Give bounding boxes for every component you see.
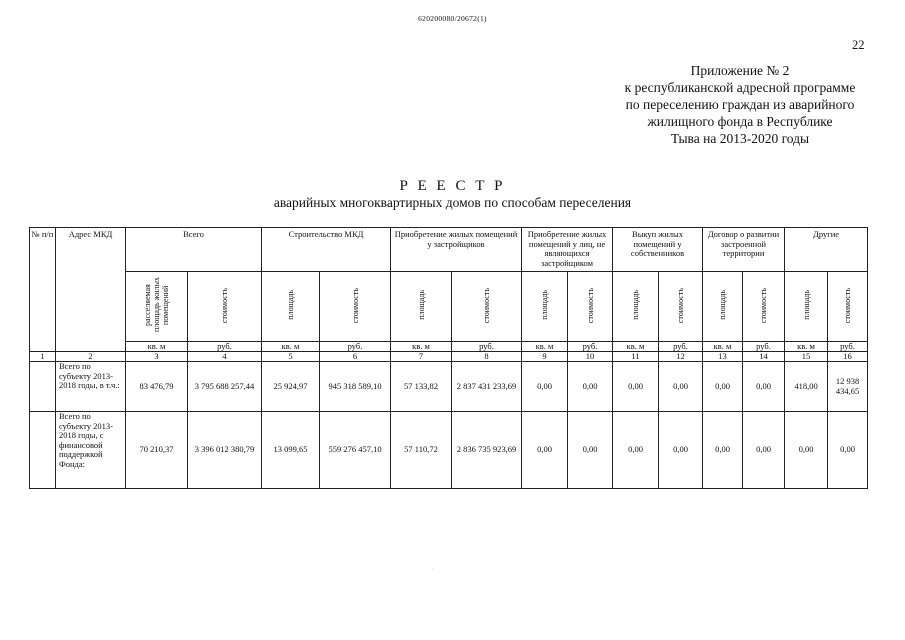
subheader-cost <box>320 272 391 342</box>
subheader-label: стоимость <box>350 287 360 323</box>
unit-cell: руб. <box>568 342 613 352</box>
cell-value: 0,00 <box>743 362 785 412</box>
subheader-label: площадь <box>416 290 426 321</box>
subheader-cost <box>188 272 262 342</box>
subheader-label: площадь <box>718 290 728 321</box>
column-number: 4 <box>188 352 262 362</box>
cell-value: 0,00 <box>568 362 613 412</box>
column-number: 5 <box>262 352 320 362</box>
header-group-developers: Приобретение жилых помещений у застройщиков <box>391 228 522 272</box>
header-row-subcolumns <box>30 272 868 342</box>
unit-cell: кв. м <box>613 342 659 352</box>
subheader-label: стоимость <box>585 287 595 323</box>
unit-cell: руб. <box>452 342 522 352</box>
subheader-label: стоимость <box>676 287 686 323</box>
column-number: 7 <box>391 352 452 362</box>
subheader-area <box>785 272 828 342</box>
cell-value: 2 837 431 233,69 <box>452 362 522 412</box>
unit-cell: руб. <box>320 342 391 352</box>
appendix-line: по переселению граждан из аварийного <box>625 97 855 112</box>
subheader-label: площадь <box>631 290 641 321</box>
header-group-total: Всего <box>126 228 262 272</box>
subheader-cost <box>568 272 613 342</box>
scan-speck: · <box>432 567 434 573</box>
column-number: 13 <box>703 352 743 362</box>
unit-cell: кв. м <box>785 342 828 352</box>
column-number: 11 <box>613 352 659 362</box>
unit-cell: руб. <box>188 342 262 352</box>
appendix-line: Тыва на 2013-2020 годы <box>670 131 810 146</box>
cell-value: 0,00 <box>613 362 659 412</box>
table-row <box>30 412 868 489</box>
page-number: 22 <box>852 38 865 52</box>
cell-value: 70 210,37 <box>126 412 188 489</box>
cell-value: 559 276 457,10 <box>320 412 391 489</box>
subheader-label: стоимость <box>220 287 229 323</box>
subheader-cost <box>828 272 868 342</box>
unit-cell: руб. <box>828 342 868 352</box>
subheader-label: площадь <box>286 290 295 321</box>
header-group-construction: Строительство МКД <box>262 228 391 272</box>
cell-value: 0,00 <box>828 412 868 489</box>
subheader-area <box>613 272 659 342</box>
cell-value: 12 938 434,65 <box>828 362 868 412</box>
column-number: 14 <box>743 352 785 362</box>
column-number: 2 <box>56 352 126 362</box>
column-number: 12 <box>659 352 703 362</box>
header-row-units <box>30 342 868 352</box>
header-group-development-contract: Договор о развитии застроенной территории <box>703 228 785 272</box>
cell-value: 3 795 688 257,44 <box>188 362 262 412</box>
cell-value: 0,00 <box>785 412 828 489</box>
subheader-area <box>703 272 743 342</box>
appendix-line: жилищного фонда в Республике <box>647 114 833 129</box>
table-row <box>30 362 868 412</box>
cell-value: 57 133,82 <box>391 362 452 412</box>
subheader-area <box>262 272 320 342</box>
row-address: Всего по субъекту 2013-2018 годы, с финансовой поддержкой Фонда: <box>56 412 126 489</box>
appendix-heading <box>590 62 890 147</box>
cell-value: 2 836 735 923,69 <box>452 412 522 489</box>
column-number-row <box>30 352 868 362</box>
subheader-label: площадь <box>801 290 811 321</box>
subheader-label: расселяемая площадь жилых помещений <box>143 277 170 333</box>
document-title: Р Е Е С Т Р <box>399 178 506 194</box>
unit-cell: кв. м <box>522 342 568 352</box>
document-subtitle: аварийных многоквартирных домов по способам переселения <box>273 195 632 210</box>
cell-value: 13 099,65 <box>262 412 320 489</box>
column-number: 3 <box>126 352 188 362</box>
registry-table <box>29 227 868 489</box>
unit-cell: кв. м <box>262 342 320 352</box>
row-no <box>30 412 56 489</box>
subheader-label: стоимость <box>843 287 853 323</box>
subheader-cost <box>743 272 785 342</box>
cell-value: 0,00 <box>522 362 568 412</box>
subheader-area <box>522 272 568 342</box>
cell-value: 25 924,97 <box>262 362 320 412</box>
cell-value: 0,00 <box>522 412 568 489</box>
header-group-non-developers: Приобретение жилых помещений у лиц, не являющихся застройщиком <box>522 228 613 272</box>
header-group-buyout: Выкуп жилых помещений у собственников <box>613 228 703 272</box>
cell-value: 83 476,79 <box>126 362 188 412</box>
subheader-resettled-area <box>126 272 188 342</box>
subheader-label: площадь <box>540 290 550 321</box>
appendix-line: Приложение № 2 <box>690 63 790 78</box>
cell-value: 57 110,72 <box>391 412 452 489</box>
cell-value: 0,00 <box>659 412 703 489</box>
cell-value: 0,00 <box>568 412 613 489</box>
subheader-cost <box>659 272 703 342</box>
subheader-label: стоимость <box>759 287 769 323</box>
column-number: 15 <box>785 352 828 362</box>
document-id: 620200080/20672(1) <box>418 14 487 23</box>
unit-cell: руб. <box>743 342 785 352</box>
unit-cell: кв. м <box>391 342 452 352</box>
unit-cell: кв. м <box>126 342 188 352</box>
cell-value: 0,00 <box>743 412 785 489</box>
column-number: 1 <box>30 352 56 362</box>
row-no <box>30 362 56 412</box>
column-number: 16 <box>828 352 868 362</box>
unit-cell: руб. <box>659 342 703 352</box>
header-group-other: Другие <box>785 228 868 272</box>
column-number: 9 <box>522 352 568 362</box>
subheader-label: стоимость <box>482 287 491 323</box>
unit-cell: кв. м <box>703 342 743 352</box>
cell-value: 0,00 <box>703 362 743 412</box>
cell-value: 418,00 <box>785 362 828 412</box>
column-number: 6 <box>320 352 391 362</box>
cell-value: 945 318 589,10 <box>320 362 391 412</box>
column-number: 8 <box>452 352 522 362</box>
header-no: № п/п <box>30 228 56 352</box>
cell-value: 0,00 <box>659 362 703 412</box>
cell-value: 3 396 012 380,79 <box>188 412 262 489</box>
subheader-cost <box>452 272 522 342</box>
appendix-line: к республиканской адресной программе <box>624 80 856 95</box>
cell-value: 0,00 <box>613 412 659 489</box>
subheader-area <box>391 272 452 342</box>
header-row-groups <box>30 228 868 272</box>
row-address: Всего по субъекту 2013-2018 годы, в т.ч.: <box>56 362 126 412</box>
cell-value: 0,00 <box>703 412 743 489</box>
header-address: Адрес МКД <box>56 228 126 352</box>
column-number: 10 <box>568 352 613 362</box>
